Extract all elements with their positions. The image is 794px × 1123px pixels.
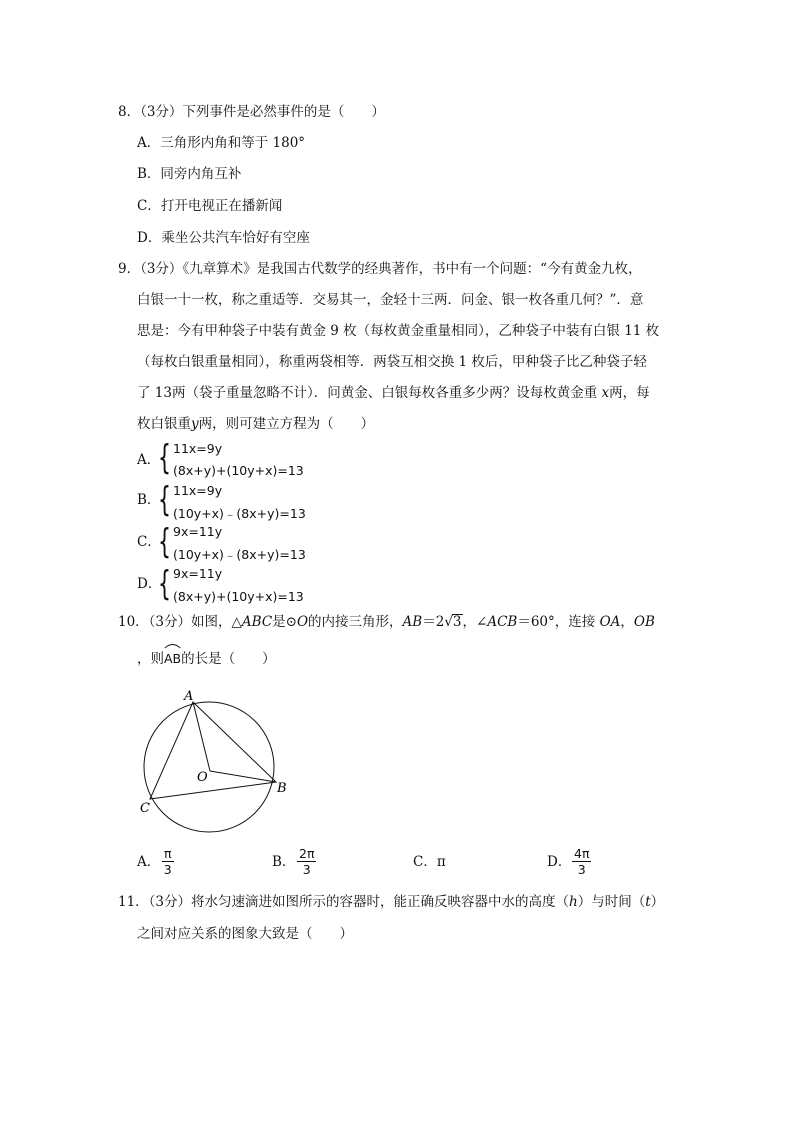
equation-2: (10y+x)﹣(8x+y)=13 [173,506,306,521]
equation-2: (8x+y)+(10y+x)=13 [173,463,304,478]
q10-option-a-fraction: $\frac{\pi}{3}$ [163,846,172,877]
q9-line-4: （每枚白银重量相同），称重两袋相等．两袋互相交换 1 枚后，甲种袋子比乙种袋子轻 [137,354,647,370]
q10-circle-figure [130,680,300,845]
q8-stem: 8．（3分）下列事件是必然事件的是（ ） [118,104,385,120]
q11-line-2: 之间对应关系的图象大致是（ ） [137,926,353,942]
option-label: B． [137,492,161,508]
segment-oa [193,702,210,771]
brace-icon: { [158,522,171,562]
triangle-abc [150,702,276,799]
q10-option-d-label: D． [547,854,572,870]
option-label: C． [137,534,161,550]
q8-option-c: C．打开电视正在播新闻 [137,198,283,214]
equation-1: 11x=9y [173,483,223,498]
label-a: A [184,689,194,704]
q9-line-3: 思是：今有甲种袋子中装有黄金 9 枚（每枚黄金重量相同），乙种袋子中装有白银 11 枚 [137,323,660,339]
q10-option-b-fraction: $\frac{2\pi}{3}$ [299,846,315,877]
equation-2: (8x+y)+(10y+x)=13 [173,589,304,604]
label-o: O [197,770,208,785]
equation-1: 9x=11y [173,566,223,581]
label-c: C [140,801,150,816]
label-b: B [277,781,287,796]
q9-line-5: 了 13两（袋子重量忽略不计）．问黄金、白银每枚各重多少两？设每枚黄金重 x两，每 [137,385,650,401]
q10-line-1: 10．（3分）如图，△ABC是⊙O的内接三角形，AB＝2√3，∠ACB＝60°，连接 OA，OB [118,614,655,630]
equation-1: 9x=11y [173,524,223,539]
q10-option-a-label: A． [137,854,161,870]
q8-option-b: B．同旁内角互补 [137,166,242,182]
q9-line-6: 枚白银重y两，则可建立方程为（ ） [137,416,375,432]
q8-option-a: A．三角形内角和等于 180° [137,135,306,151]
equation-1: 11x=9y [173,441,223,456]
arc-ab: AB [164,649,181,669]
q9-line-2: 白银一十一枚，称之重适等．交易其一，金轻十三两．问金、银一枚各重几何？”．意 [137,292,644,308]
q10-option-c: C．π [413,854,446,870]
q11-line-1: 11．（3分）将水匀速滴进如图所示的容器时，能正确反映容器中水的高度（h）与时间（t） [118,894,665,910]
q10-option-b-label: B． [272,854,296,870]
q8-option-d: D．乘坐公共汽车恰好有空座 [137,230,310,246]
option-label: D． [137,576,162,592]
brace-icon: { [158,480,171,520]
q10-option-d-fraction: $\frac{4\pi}{3}$ [574,846,590,877]
arc-mark-icon [164,643,181,649]
brace-icon: { [158,438,171,478]
q9-line-1: 9．（3分）《九章算术》是我国古代数学的经典著作，书中有一个问题：“今有黄金九枚， [118,261,642,277]
equation-2: (10y+x)﹣(8x+y)=13 [173,547,306,562]
q10-line-2: ，则 AB的长是（ ） [137,649,276,669]
brace-icon: { [158,564,171,604]
option-label: A． [137,452,161,468]
